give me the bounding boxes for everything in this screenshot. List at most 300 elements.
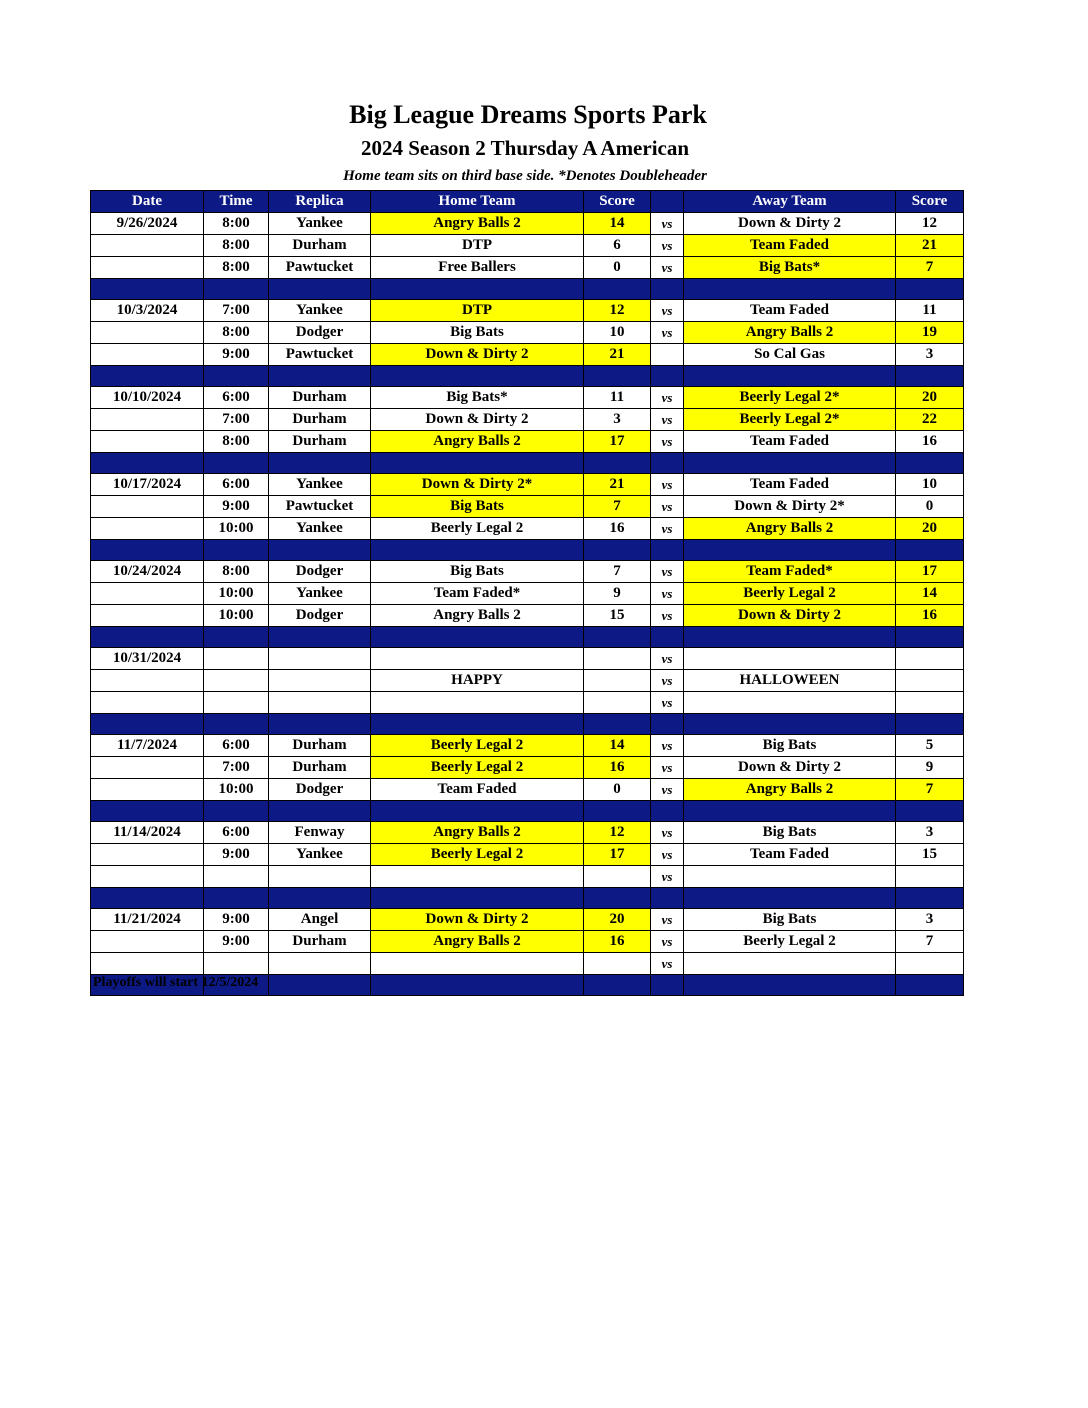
home-score-cell: 20 [584, 909, 651, 931]
replica-cell: Durham [269, 757, 371, 779]
header-replica: Replica [269, 191, 371, 213]
away-score-cell: 20 [896, 518, 964, 540]
table-row [91, 474, 964, 496]
away-score-cell: 10 [896, 474, 964, 496]
table-row [91, 779, 964, 801]
table-row [91, 561, 964, 583]
date-cell [91, 844, 204, 866]
away-team-cell: Beerly Legal 2 [684, 583, 896, 605]
away-score-cell: 12 [896, 213, 964, 235]
separator-cell [91, 540, 204, 561]
date-cell: 11/7/2024 [91, 735, 204, 757]
separator-cell [269, 801, 371, 822]
table-row [91, 431, 964, 453]
date-cell [91, 322, 204, 344]
table-row [91, 822, 964, 844]
replica-cell: Dodger [269, 605, 371, 627]
separator-cell [204, 801, 269, 822]
home-score-cell [584, 692, 651, 714]
separator-cell [269, 366, 371, 387]
replica-cell: Pawtucket [269, 257, 371, 279]
home-score-cell [584, 953, 651, 975]
separator-cell [371, 627, 584, 648]
separator-cell [204, 453, 269, 474]
separator-cell [371, 801, 584, 822]
home-score-cell: 14 [584, 735, 651, 757]
vs-cell: vs [651, 474, 684, 496]
replica-cell [269, 866, 371, 888]
vs-cell: vs [651, 561, 684, 583]
home-team-cell: Angry Balls 2 [371, 605, 584, 627]
away-score-cell: 3 [896, 344, 964, 366]
vs-cell: vs [651, 779, 684, 801]
table-row [91, 518, 964, 540]
replica-cell: Fenway [269, 822, 371, 844]
date-cell [91, 757, 204, 779]
away-score-cell [896, 648, 964, 670]
home-score-cell: 7 [584, 496, 651, 518]
doubleheader-note: Home team sits on third base side. *Denotes Doubleheader [343, 168, 707, 184]
away-score-cell: 20 [896, 387, 964, 409]
away-score-cell: 19 [896, 322, 964, 344]
schedule-table [90, 190, 964, 996]
home-team-cell: Angry Balls 2 [371, 431, 584, 453]
separator-cell [896, 975, 964, 996]
separator-cell [584, 975, 651, 996]
vs-cell: vs [651, 387, 684, 409]
vs-cell: vs [651, 300, 684, 322]
date-cell [91, 496, 204, 518]
away-score-cell: 11 [896, 300, 964, 322]
away-team-cell: Team Faded* [684, 561, 896, 583]
away-score-cell: 3 [896, 909, 964, 931]
separator-cell [651, 627, 684, 648]
home-score-cell: 14 [584, 213, 651, 235]
replica-cell: Yankee [269, 474, 371, 496]
table-row [91, 844, 964, 866]
header-away-team: Away Team [684, 191, 896, 213]
home-team-cell: Angry Balls 2 [371, 213, 584, 235]
separator-cell [91, 801, 204, 822]
separator-cell [684, 279, 896, 300]
date-cell [91, 431, 204, 453]
header-vs [651, 191, 684, 213]
time-cell: 6:00 [204, 387, 269, 409]
separator-cell [371, 975, 584, 996]
home-team-cell: Down & Dirty 2* [371, 474, 584, 496]
table-row [91, 583, 964, 605]
separator-cell [584, 801, 651, 822]
away-score-cell: 9 [896, 757, 964, 779]
week-separator-row [91, 366, 964, 387]
separator-cell [371, 888, 584, 909]
away-team-cell: Down & Dirty 2 [684, 213, 896, 235]
date-cell [91, 692, 204, 714]
separator-cell [651, 888, 684, 909]
away-team-cell: HALLOWEEN [684, 670, 896, 692]
away-team-cell: Down & Dirty 2 [684, 757, 896, 779]
away-score-cell: 15 [896, 844, 964, 866]
week-separator-row [91, 540, 964, 561]
vs-cell: vs [651, 431, 684, 453]
home-score-cell: 7 [584, 561, 651, 583]
replica-cell [269, 953, 371, 975]
replica-cell: Yankee [269, 583, 371, 605]
away-score-cell: 14 [896, 583, 964, 605]
vs-cell: vs [651, 257, 684, 279]
home-team-cell: Beerly Legal 2 [371, 518, 584, 540]
home-team-cell: DTP [371, 235, 584, 257]
home-score-cell [584, 670, 651, 692]
table-row [91, 322, 964, 344]
away-score-cell: 0 [896, 496, 964, 518]
date-cell [91, 605, 204, 627]
date-cell: 10/31/2024 [91, 648, 204, 670]
home-score-cell: 6 [584, 235, 651, 257]
away-team-cell: Team Faded [684, 474, 896, 496]
replica-cell [269, 670, 371, 692]
week-separator-row [91, 627, 964, 648]
separator-cell [371, 366, 584, 387]
separator-cell [269, 540, 371, 561]
away-team-cell: Down & Dirty 2* [684, 496, 896, 518]
separator-cell [684, 888, 896, 909]
home-team-cell: Beerly Legal 2 [371, 735, 584, 757]
away-team-cell: Team Faded [684, 300, 896, 322]
away-score-cell: 7 [896, 931, 964, 953]
separator-cell [269, 975, 371, 996]
home-team-cell: Angry Balls 2 [371, 822, 584, 844]
home-team-cell: Big Bats [371, 496, 584, 518]
separator-cell [651, 279, 684, 300]
time-cell: 8:00 [204, 213, 269, 235]
home-team-cell: HAPPY [371, 670, 584, 692]
table-row [91, 496, 964, 518]
date-cell [91, 953, 204, 975]
home-team-cell: Big Bats [371, 561, 584, 583]
vs-cell: vs [651, 931, 684, 953]
separator-cell [651, 366, 684, 387]
separator-cell [896, 627, 964, 648]
home-team-cell: Down & Dirty 2 [371, 409, 584, 431]
time-cell: 10:00 [204, 583, 269, 605]
separator-cell [371, 714, 584, 735]
home-score-cell [584, 866, 651, 888]
replica-cell: Pawtucket [269, 344, 371, 366]
separator-cell [91, 366, 204, 387]
date-cell: 10/17/2024 [91, 474, 204, 496]
separator-cell [91, 627, 204, 648]
away-team-cell: Beerly Legal 2* [684, 387, 896, 409]
time-cell: 7:00 [204, 300, 269, 322]
table-row [91, 670, 964, 692]
separator-cell [684, 714, 896, 735]
home-team-cell: Team Faded* [371, 583, 584, 605]
replica-cell: Durham [269, 431, 371, 453]
separator-cell [896, 366, 964, 387]
separator-cell [651, 801, 684, 822]
vs-cell: vs [651, 757, 684, 779]
home-score-cell: 16 [584, 518, 651, 540]
home-team-cell: Free Ballers [371, 257, 584, 279]
away-score-cell: 21 [896, 235, 964, 257]
separator-cell [584, 627, 651, 648]
vs-cell: vs [651, 605, 684, 627]
home-team-cell [371, 953, 584, 975]
home-score-cell: 21 [584, 474, 651, 496]
away-team-cell [684, 648, 896, 670]
replica-cell: Pawtucket [269, 496, 371, 518]
home-score-cell: 3 [584, 409, 651, 431]
date-cell [91, 518, 204, 540]
away-score-cell [896, 866, 964, 888]
away-team-cell: Angry Balls 2 [684, 322, 896, 344]
separator-cell [269, 279, 371, 300]
separator-cell [269, 627, 371, 648]
vs-cell: vs [651, 866, 684, 888]
time-cell [204, 953, 269, 975]
home-team-cell: Big Bats [371, 322, 584, 344]
separator-cell [896, 888, 964, 909]
home-score-cell: 16 [584, 931, 651, 953]
separator-cell [896, 453, 964, 474]
vs-cell: vs [651, 909, 684, 931]
time-cell [204, 670, 269, 692]
separator-cell [651, 714, 684, 735]
separator-cell [896, 540, 964, 561]
date-cell [91, 670, 204, 692]
home-score-cell: 11 [584, 387, 651, 409]
home-score-cell: 17 [584, 844, 651, 866]
replica-cell: Durham [269, 235, 371, 257]
separator-cell [896, 279, 964, 300]
away-team-cell: Big Bats* [684, 257, 896, 279]
home-team-cell: Big Bats* [371, 387, 584, 409]
header-home-team: Home Team [371, 191, 584, 213]
separator-cell [896, 801, 964, 822]
table-row [91, 344, 964, 366]
date-cell [91, 409, 204, 431]
separator-cell [584, 366, 651, 387]
separator-cell [584, 279, 651, 300]
replica-cell: Durham [269, 409, 371, 431]
home-team-cell: Beerly Legal 2 [371, 844, 584, 866]
away-score-cell: 3 [896, 822, 964, 844]
vs-cell: vs [651, 496, 684, 518]
date-cell [91, 583, 204, 605]
header-home-score: Score [584, 191, 651, 213]
time-cell: 8:00 [204, 431, 269, 453]
table-row [91, 648, 964, 670]
away-score-cell: 5 [896, 735, 964, 757]
home-team-cell: Angry Balls 2 [371, 931, 584, 953]
separator-cell [91, 888, 204, 909]
home-team-cell [371, 692, 584, 714]
away-team-cell: Big Bats [684, 822, 896, 844]
date-cell [91, 866, 204, 888]
replica-cell: Durham [269, 387, 371, 409]
home-score-cell: 10 [584, 322, 651, 344]
away-score-cell: 16 [896, 431, 964, 453]
header-date: Date [91, 191, 204, 213]
vs-cell: vs [651, 670, 684, 692]
separator-cell [269, 888, 371, 909]
replica-cell: Yankee [269, 213, 371, 235]
vs-cell: vs [651, 648, 684, 670]
replica-cell: Dodger [269, 561, 371, 583]
home-score-cell: 21 [584, 344, 651, 366]
away-team-cell: Angry Balls 2 [684, 779, 896, 801]
home-score-cell [584, 648, 651, 670]
time-cell: 7:00 [204, 409, 269, 431]
week-separator-row [91, 714, 964, 735]
time-cell: 10:00 [204, 518, 269, 540]
separator-cell [684, 540, 896, 561]
separator-cell [584, 453, 651, 474]
home-team-cell: Down & Dirty 2 [371, 909, 584, 931]
replica-cell: Durham [269, 931, 371, 953]
separator-cell [204, 888, 269, 909]
separator-cell [371, 540, 584, 561]
table-row [91, 757, 964, 779]
date-cell: 9/26/2024 [91, 213, 204, 235]
vs-cell: vs [651, 518, 684, 540]
home-team-cell: Beerly Legal 2 [371, 757, 584, 779]
vs-cell: vs [651, 322, 684, 344]
separator-cell [896, 714, 964, 735]
date-cell [91, 779, 204, 801]
away-score-cell: 7 [896, 779, 964, 801]
home-score-cell: 9 [584, 583, 651, 605]
replica-cell [269, 648, 371, 670]
separator-cell [91, 279, 204, 300]
date-cell [91, 344, 204, 366]
time-cell [204, 866, 269, 888]
table-row [91, 387, 964, 409]
home-team-cell: Team Faded [371, 779, 584, 801]
vs-cell [651, 344, 684, 366]
vs-cell: vs [651, 409, 684, 431]
separator-cell [371, 453, 584, 474]
separator-cell [91, 453, 204, 474]
table-row [91, 605, 964, 627]
date-cell: 10/3/2024 [91, 300, 204, 322]
date-cell: 11/21/2024 [91, 909, 204, 931]
away-team-cell [684, 953, 896, 975]
date-cell: 10/24/2024 [91, 561, 204, 583]
away-team-cell: Angry Balls 2 [684, 518, 896, 540]
away-team-cell [684, 866, 896, 888]
home-score-cell: 0 [584, 779, 651, 801]
time-cell: 8:00 [204, 257, 269, 279]
away-team-cell: So Cal Gas [684, 344, 896, 366]
vs-cell: vs [651, 692, 684, 714]
table-row [91, 235, 964, 257]
playoffs-note: Playoffs will start 12/5/2024 [93, 975, 259, 990]
replica-cell: Yankee [269, 300, 371, 322]
date-cell: 11/14/2024 [91, 822, 204, 844]
separator-cell [204, 627, 269, 648]
separator-cell [204, 540, 269, 561]
date-cell [91, 235, 204, 257]
replica-cell [269, 692, 371, 714]
time-cell [204, 648, 269, 670]
away-score-cell: 22 [896, 409, 964, 431]
time-cell: 8:00 [204, 561, 269, 583]
separator-cell [684, 453, 896, 474]
date-cell [91, 931, 204, 953]
home-score-cell: 16 [584, 757, 651, 779]
separator-cell [269, 453, 371, 474]
separator-cell [371, 279, 584, 300]
time-cell: 9:00 [204, 931, 269, 953]
home-score-cell: 12 [584, 300, 651, 322]
vs-cell: vs [651, 822, 684, 844]
separator-cell [584, 888, 651, 909]
home-team-cell: Down & Dirty 2 [371, 344, 584, 366]
header-row [91, 191, 964, 213]
week-separator-row [91, 279, 964, 300]
schedule-body [91, 213, 964, 996]
page-subtitle: 2024 Season 2 Thursday A American [360, 136, 690, 160]
home-score-cell: 0 [584, 257, 651, 279]
time-cell: 9:00 [204, 844, 269, 866]
time-cell: 9:00 [204, 909, 269, 931]
time-cell: 8:00 [204, 322, 269, 344]
time-cell: 6:00 [204, 822, 269, 844]
away-team-cell: Team Faded [684, 235, 896, 257]
away-team-cell: Team Faded [684, 431, 896, 453]
separator-cell [651, 453, 684, 474]
replica-cell: Dodger [269, 322, 371, 344]
separator-cell [684, 801, 896, 822]
vs-cell: vs [651, 213, 684, 235]
vs-cell: vs [651, 583, 684, 605]
week-separator-row [91, 453, 964, 474]
home-team-cell: DTP [371, 300, 584, 322]
week-separator-row [91, 801, 964, 822]
away-team-cell: Team Faded [684, 844, 896, 866]
table-row [91, 931, 964, 953]
table-row [91, 866, 964, 888]
away-team-cell: Down & Dirty 2 [684, 605, 896, 627]
vs-cell: vs [651, 735, 684, 757]
separator-cell [204, 279, 269, 300]
home-score-cell: 17 [584, 431, 651, 453]
week-separator-row [91, 888, 964, 909]
header-away-score: Score [896, 191, 964, 213]
page-title: Big League Dreams Sports Park [349, 100, 707, 129]
away-team-cell: Big Bats [684, 735, 896, 757]
time-cell: 7:00 [204, 757, 269, 779]
replica-cell: Angel [269, 909, 371, 931]
vs-cell: vs [651, 844, 684, 866]
away-score-cell: 7 [896, 257, 964, 279]
table-row [91, 953, 964, 975]
table-row [91, 735, 964, 757]
home-team-cell [371, 648, 584, 670]
time-cell: 6:00 [204, 735, 269, 757]
vs-cell: vs [651, 953, 684, 975]
away-score-cell: 16 [896, 605, 964, 627]
separator-cell [684, 975, 896, 996]
separator-cell [684, 366, 896, 387]
away-score-cell: 17 [896, 561, 964, 583]
date-cell [91, 257, 204, 279]
time-cell: 8:00 [204, 235, 269, 257]
home-score-cell: 12 [584, 822, 651, 844]
table-row [91, 257, 964, 279]
